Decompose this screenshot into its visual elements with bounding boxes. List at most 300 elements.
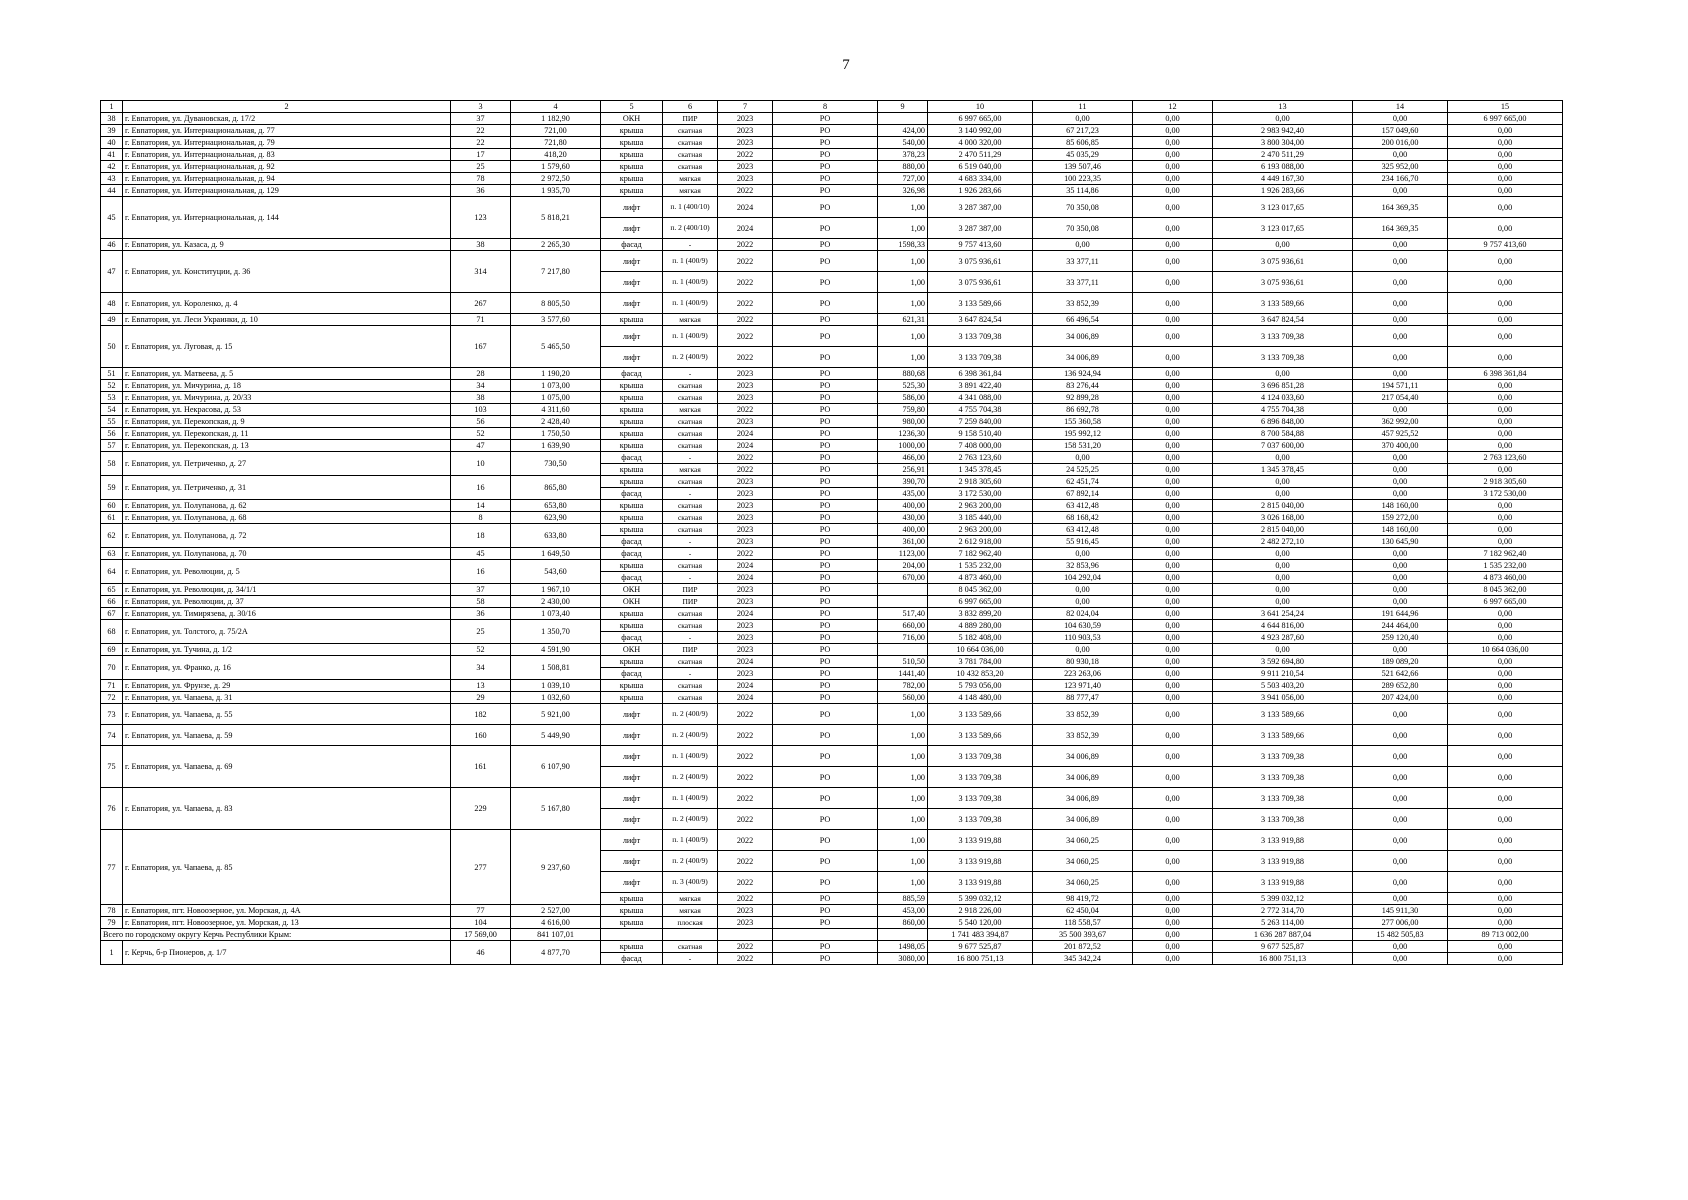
table-cell: г. Евпатория, ул. Полупанова, д. 70: [123, 548, 451, 560]
table-cell: 51: [101, 368, 123, 380]
table-cell: 0,00: [1133, 326, 1213, 347]
table-cell: РО: [773, 851, 878, 872]
table-cell: 34 006,89: [1033, 767, 1133, 788]
table-cell: г. Евпатория, ул. Петриченко, д. 27: [123, 452, 451, 476]
table-cell: 9 677 525,87: [928, 941, 1033, 953]
table-row: [101, 917, 1563, 929]
table-cell: 73: [101, 704, 123, 725]
table-cell: 38: [451, 392, 511, 404]
table-cell: РО: [773, 560, 878, 572]
table-cell: 1,00: [878, 251, 928, 272]
table-cell: крыша: [601, 416, 663, 428]
table-cell: 2024: [718, 218, 773, 239]
table-cell: РО: [773, 632, 878, 644]
table-cell: 0,00: [1213, 548, 1353, 560]
table-cell: 2022: [718, 404, 773, 416]
table-cell: 55 916,45: [1033, 536, 1133, 548]
table-cell: 6 398 361,84: [1448, 368, 1563, 380]
table-cell: 0,00: [1353, 149, 1448, 161]
table-cell: 0,00: [1133, 680, 1213, 692]
table-cell: крыша: [601, 620, 663, 632]
table-cell: 1 039,10: [511, 680, 601, 692]
table-cell: 0,00: [1133, 905, 1213, 917]
table-cell: 0,00: [1448, 185, 1563, 197]
table-cell: 3 891 422,40: [928, 380, 1033, 392]
table-row: [101, 620, 1563, 632]
table-cell: 0,00: [1133, 488, 1213, 500]
table-cell: г. Евпатория, ул. Чапаева, д. 59: [123, 725, 451, 746]
table-cell: [663, 929, 718, 941]
table-cell: 256,91: [878, 464, 928, 476]
table-cell: РО: [773, 272, 878, 293]
table-cell: ПИР: [663, 644, 718, 656]
table-cell: скатная: [663, 656, 718, 668]
table-cell: 0,00: [1133, 293, 1213, 314]
table-cell: 123: [451, 197, 511, 239]
table-cell: 0,00: [1448, 941, 1563, 953]
table-row: [101, 725, 1563, 746]
table-cell: 158 531,20: [1033, 440, 1133, 452]
table-cell: 3 026 168,00: [1213, 512, 1353, 524]
table-cell: п. 1 (400/9): [663, 293, 718, 314]
table-cell: 34 006,89: [1033, 809, 1133, 830]
table-cell: 35 500 393,67: [1033, 929, 1133, 941]
column-header: 11: [1033, 101, 1133, 113]
table-cell: скатная: [663, 941, 718, 953]
table-cell: 0,00: [1353, 941, 1448, 953]
table-cell: 148 160,00: [1353, 524, 1448, 536]
table-cell: 2023: [718, 917, 773, 929]
table-cell: 5 503 403,20: [1213, 680, 1353, 692]
table-cell: 123 971,40: [1033, 680, 1133, 692]
table-cell: 223 263,06: [1033, 668, 1133, 680]
table-cell: 0,00: [1133, 347, 1213, 368]
table-cell: 2022: [718, 185, 773, 197]
table-cell: 0,00: [1133, 620, 1213, 632]
table-cell: 3 133 709,38: [1213, 347, 1353, 368]
table-cell: 18: [451, 524, 511, 548]
table-cell: 0,00: [1353, 872, 1448, 893]
table-cell: 2023: [718, 416, 773, 428]
table-cell: г. Евпатория, ул. Дувановская, д. 17/2: [123, 113, 451, 125]
table-cell: 22: [451, 125, 511, 137]
table-cell: 2022: [718, 809, 773, 830]
table-cell: 50: [101, 326, 123, 368]
table-cell: 71: [451, 314, 511, 326]
table-cell: РО: [773, 314, 878, 326]
table-cell: 9 757 413,60: [928, 239, 1033, 251]
table-cell: РО: [773, 656, 878, 668]
table-cell: крыша: [601, 149, 663, 161]
table-cell: 70 350,08: [1033, 218, 1133, 239]
table-cell: 37: [451, 113, 511, 125]
table-cell: 16 800 751,13: [928, 953, 1033, 965]
table-cell: 5 182 408,00: [928, 632, 1033, 644]
table-cell: 510,50: [878, 656, 928, 668]
table-cell: РО: [773, 872, 878, 893]
table-cell: 2022: [718, 872, 773, 893]
table-cell: крыша: [601, 893, 663, 905]
table-cell: 7 182 962,40: [928, 548, 1033, 560]
table-cell: 0,00: [1353, 239, 1448, 251]
table-cell: п. 2 (400/9): [663, 347, 718, 368]
table-cell: 1,00: [878, 347, 928, 368]
table-cell: 3 133 709,38: [1213, 809, 1353, 830]
table-cell: 2 918 226,00: [928, 905, 1033, 917]
table-cell: г. Евпатория, ул. Перекопская, д. 9: [123, 416, 451, 428]
table-cell: г. Евпатория, ул. Интернациональная, д. 144: [123, 197, 451, 239]
table-cell: 0,00: [1133, 584, 1213, 596]
table-cell: 0,00: [1213, 644, 1353, 656]
table-cell: 0,00: [1353, 767, 1448, 788]
table-cell: 0,00: [1133, 704, 1213, 725]
table-cell: 10: [451, 452, 511, 476]
table-cell: 543,60: [511, 560, 601, 584]
table-cell: 1441,40: [878, 668, 928, 680]
table-cell: 525,30: [878, 380, 928, 392]
table-cell: ОКН: [601, 113, 663, 125]
table-cell: РО: [773, 536, 878, 548]
table-cell: 3 133 919,88: [1213, 830, 1353, 851]
table-cell: 66: [101, 596, 123, 608]
column-header: 1: [101, 101, 123, 113]
table-cell: 540,00: [878, 137, 928, 149]
table-cell: фасад: [601, 668, 663, 680]
table-cell: 98 419,72: [1033, 893, 1133, 905]
table-cell: 75: [101, 746, 123, 788]
table-cell: -: [663, 452, 718, 464]
table-cell: 204,00: [878, 560, 928, 572]
table-cell: 8 045 362,00: [1448, 584, 1563, 596]
table-cell: 15 482 505,83: [1353, 929, 1448, 941]
table-cell: 2023: [718, 584, 773, 596]
table-cell: 201 872,52: [1033, 941, 1133, 953]
table-cell: 2 815 040,00: [1213, 500, 1353, 512]
table-cell: п. 1 (400/9): [663, 788, 718, 809]
table-cell: 0,00: [1133, 668, 1213, 680]
table-cell: 0,00: [1133, 656, 1213, 668]
table-cell: 2023: [718, 632, 773, 644]
table-cell: крыша: [601, 428, 663, 440]
table-cell: РО: [773, 548, 878, 560]
table-cell: 53: [101, 392, 123, 404]
capital-repair-table: [100, 100, 1562, 965]
table-cell: мягкая: [663, 185, 718, 197]
table-cell: мягкая: [663, 464, 718, 476]
table-cell: 85 606,85: [1033, 137, 1133, 149]
table-cell: 0,00: [1448, 620, 1563, 632]
table-cell: 244 464,00: [1353, 620, 1448, 632]
table-cell: РО: [773, 368, 878, 380]
table-cell: 0,00: [1353, 368, 1448, 380]
table-cell: г. Евпатория, ул. Перекопская, д. 11: [123, 428, 451, 440]
table-cell: 34 006,89: [1033, 788, 1133, 809]
table-cell: -: [663, 572, 718, 584]
table-cell: 3 133 709,38: [928, 326, 1033, 347]
table-cell: РО: [773, 809, 878, 830]
table-cell: 34 060,25: [1033, 851, 1133, 872]
table-cell: 0,00: [1448, 428, 1563, 440]
table-cell: 4 124 033,60: [1213, 392, 1353, 404]
table-cell: 0,00: [1213, 476, 1353, 488]
table-cell: 3 133 919,88: [928, 830, 1033, 851]
table-cell: 0,00: [1353, 464, 1448, 476]
table-cell: лифт: [601, 767, 663, 788]
table-cell: РО: [773, 725, 878, 746]
table-cell: РО: [773, 830, 878, 851]
table-cell: 3 647 824,54: [928, 314, 1033, 326]
table-cell: 0,00: [1353, 452, 1448, 464]
table-cell: лифт: [601, 218, 663, 239]
column-header: 10: [928, 101, 1033, 113]
table-cell: скатная: [663, 428, 718, 440]
table-cell: 1 935,70: [511, 185, 601, 197]
table-cell: 8 700 584,88: [1213, 428, 1353, 440]
table-cell: ОКН: [601, 596, 663, 608]
table-cell: 58: [101, 452, 123, 476]
table-cell: 0,00: [1213, 596, 1353, 608]
table-cell: 0,00: [1133, 404, 1213, 416]
table-cell: 33 852,39: [1033, 725, 1133, 746]
table-cell: 2024: [718, 440, 773, 452]
table-cell: 1498,05: [878, 941, 928, 953]
table-cell: 3 133 919,88: [1213, 851, 1353, 872]
table-row: [101, 746, 1563, 767]
table-cell: 400,00: [878, 500, 928, 512]
table-cell: 521 642,66: [1353, 668, 1448, 680]
table-cell: 623,90: [511, 512, 601, 524]
table-cell: скатная: [663, 476, 718, 488]
table-cell: 2 612 918,00: [928, 536, 1033, 548]
table-cell: 64: [101, 560, 123, 584]
table-cell: 0,00: [1133, 767, 1213, 788]
table-cell: г. Евпатория, ул. Чапаева, д. 55: [123, 704, 451, 725]
table-cell: 145 911,30: [1353, 905, 1448, 917]
table-cell: 1 075,00: [511, 392, 601, 404]
table-cell: скатная: [663, 608, 718, 620]
table-row: [101, 512, 1563, 524]
table-cell: лифт: [601, 851, 663, 872]
table-cell: [773, 929, 878, 941]
table-cell: 0,00: [1353, 185, 1448, 197]
table-cell: 0,00: [1133, 851, 1213, 872]
table-cell: 390,70: [878, 476, 928, 488]
table-cell: крыша: [601, 137, 663, 149]
table-cell: г. Евпатория, ул. Толстого, д. 75/2А: [123, 620, 451, 644]
table-cell: 2022: [718, 326, 773, 347]
table-cell: 3 172 530,00: [1448, 488, 1563, 500]
table-cell: 0,00: [1448, 500, 1563, 512]
table-cell: мягкая: [663, 404, 718, 416]
table-cell: г. Евпатория, ул. Революции, д. 5: [123, 560, 451, 584]
table-cell: 0,00: [1133, 428, 1213, 440]
table-cell: 0,00: [1353, 251, 1448, 272]
table-cell: 217 054,40: [1353, 392, 1448, 404]
table-cell: 5 399 032,12: [1213, 893, 1353, 905]
table-cell: г. Евпатория, ул. Чапаева, д. 31: [123, 692, 451, 704]
table-cell: 41: [101, 149, 123, 161]
table-cell: 0,00: [1353, 644, 1448, 656]
table-cell: 34 060,25: [1033, 830, 1133, 851]
table-cell: 2023: [718, 380, 773, 392]
table-cell: 2022: [718, 548, 773, 560]
table-cell: 2024: [718, 428, 773, 440]
table-cell: 1,00: [878, 326, 928, 347]
table-cell: п. 2 (400/10): [663, 218, 718, 239]
table-row: [101, 788, 1563, 809]
table-cell: ПИР: [663, 596, 718, 608]
table-cell: 191 644,96: [1353, 608, 1448, 620]
table-cell: скатная: [663, 500, 718, 512]
table-cell: РО: [773, 392, 878, 404]
table-cell: 0,00: [1213, 560, 1353, 572]
table-cell: 0,00: [1353, 746, 1448, 767]
column-header: 6: [663, 101, 718, 113]
table-cell: [878, 596, 928, 608]
table-cell: крыша: [601, 680, 663, 692]
table-cell: 2 470 511,29: [1213, 149, 1353, 161]
table-cell: 378,23: [878, 149, 928, 161]
table-cell: 46: [101, 239, 123, 251]
table-cell: 33 377,11: [1033, 251, 1133, 272]
table-cell: 0,00: [1213, 584, 1353, 596]
table-row: [101, 524, 1563, 536]
table-cell: 3 133 589,66: [928, 704, 1033, 725]
table-cell: 0,00: [1448, 872, 1563, 893]
table-cell: 0,00: [1133, 893, 1213, 905]
table-cell: 1,00: [878, 872, 928, 893]
table-row: [101, 314, 1563, 326]
table-cell: 3 133 709,38: [1213, 326, 1353, 347]
table-cell: 2 963 200,00: [928, 524, 1033, 536]
table-cell: п. 2 (400/9): [663, 809, 718, 830]
table-cell: 5 399 032,12: [928, 893, 1033, 905]
table-cell: 2 430,00: [511, 596, 601, 608]
table-cell: г. Евпатория, ул. Полупанова, д. 72: [123, 524, 451, 548]
table-cell: 1 345 378,45: [1213, 464, 1353, 476]
table-cell: 2 763 123,60: [928, 452, 1033, 464]
table-cell: 2023: [718, 392, 773, 404]
table-cell: г. Евпатория, ул. Фрунзе, д. 29: [123, 680, 451, 692]
table-cell: 79: [101, 917, 123, 929]
table-row: [101, 476, 1563, 488]
table-cell: крыша: [601, 464, 663, 476]
table-cell: 0,00: [1353, 347, 1448, 368]
table-cell: РО: [773, 524, 878, 536]
table-header-row: [101, 101, 1563, 113]
table-cell: 58: [451, 596, 511, 608]
table-cell: 2 815 040,00: [1213, 524, 1353, 536]
table-cell: 0,00: [1353, 326, 1448, 347]
table-cell: 277: [451, 830, 511, 905]
table-cell: 865,80: [511, 476, 601, 500]
table-cell: п. 2 (400/9): [663, 851, 718, 872]
table-row: [101, 392, 1563, 404]
table-cell: 2022: [718, 251, 773, 272]
table-cell: 289 652,80: [1353, 680, 1448, 692]
table-cell: 621,31: [878, 314, 928, 326]
table-cell: 0,00: [1033, 584, 1133, 596]
table-cell: 721,00: [511, 125, 601, 137]
table-cell: г. Евпатория, ул. Короленко, д. 4: [123, 293, 451, 314]
table-cell: п. 1 (400/9): [663, 830, 718, 851]
table-cell: 3 172 530,00: [928, 488, 1033, 500]
table-cell: 164 369,35: [1353, 197, 1448, 218]
table-cell: 0,00: [1448, 293, 1563, 314]
table-cell: 56: [101, 428, 123, 440]
table-cell: крыша: [601, 524, 663, 536]
table-cell: РО: [773, 416, 878, 428]
table-cell: 0,00: [1448, 656, 1563, 668]
table-cell: 9 757 413,60: [1448, 239, 1563, 251]
table-cell: 370 400,00: [1353, 440, 1448, 452]
table-cell: г. Евпатория, ул. Интернациональная, д. 129: [123, 185, 451, 197]
table-cell: 49: [101, 314, 123, 326]
table-cell: п. 2 (400/9): [663, 767, 718, 788]
table-cell: 3 075 936,61: [928, 272, 1033, 293]
table-cell: 424,00: [878, 125, 928, 137]
table-cell: лифт: [601, 788, 663, 809]
table-cell: скатная: [663, 692, 718, 704]
table-cell: 0,00: [1133, 608, 1213, 620]
table-cell: 1123,00: [878, 548, 928, 560]
table-cell: РО: [773, 452, 878, 464]
table-cell: 68: [101, 620, 123, 644]
table-cell: крыша: [601, 125, 663, 137]
table-cell: 4 873 460,00: [928, 572, 1033, 584]
table-cell: мягкая: [663, 173, 718, 185]
table-cell: 80 930,18: [1033, 656, 1133, 668]
table-cell: 34 006,89: [1033, 326, 1133, 347]
table-cell: 33 852,39: [1033, 704, 1133, 725]
table-cell: 77: [451, 905, 511, 917]
table-cell: г. Евпатория, ул. Конституции, д. 36: [123, 251, 451, 293]
table-cell: 1 345 378,45: [928, 464, 1033, 476]
table-cell: 1 926 283,66: [1213, 185, 1353, 197]
table-cell: 59: [101, 476, 123, 500]
table-cell: 4 755 704,38: [928, 404, 1033, 416]
table-cell: лифт: [601, 704, 663, 725]
table-cell: РО: [773, 239, 878, 251]
table-cell: 2022: [718, 941, 773, 953]
table-cell: 0,00: [1353, 704, 1448, 725]
table-cell: 1000,00: [878, 440, 928, 452]
table-cell: РО: [773, 440, 878, 452]
table-cell: 0,00: [1353, 113, 1448, 125]
table-cell: 2023: [718, 536, 773, 548]
table-row: [101, 326, 1563, 347]
table-cell: 0,00: [1133, 272, 1213, 293]
table-cell: 60: [101, 500, 123, 512]
table-cell: РО: [773, 476, 878, 488]
table-cell: 782,00: [878, 680, 928, 692]
table-cell: 148 160,00: [1353, 500, 1448, 512]
table-cell: крыша: [601, 560, 663, 572]
table-cell: 0,00: [1133, 185, 1213, 197]
table-cell: п. 1 (400/9): [663, 326, 718, 347]
table-cell: 25: [451, 620, 511, 644]
table-cell: г. Евпатория, ул. Чапаева, д. 85: [123, 830, 451, 905]
table-cell: 2022: [718, 893, 773, 905]
table-cell: 0,00: [1448, 272, 1563, 293]
table-cell: 5 921,00: [511, 704, 601, 725]
table-cell: крыша: [601, 656, 663, 668]
table-cell: мягкая: [663, 893, 718, 905]
table-cell: 3 133 709,38: [928, 746, 1033, 767]
table-row: [101, 608, 1563, 620]
table-cell: 159 272,00: [1353, 512, 1448, 524]
table-cell: 1 535 232,00: [1448, 560, 1563, 572]
